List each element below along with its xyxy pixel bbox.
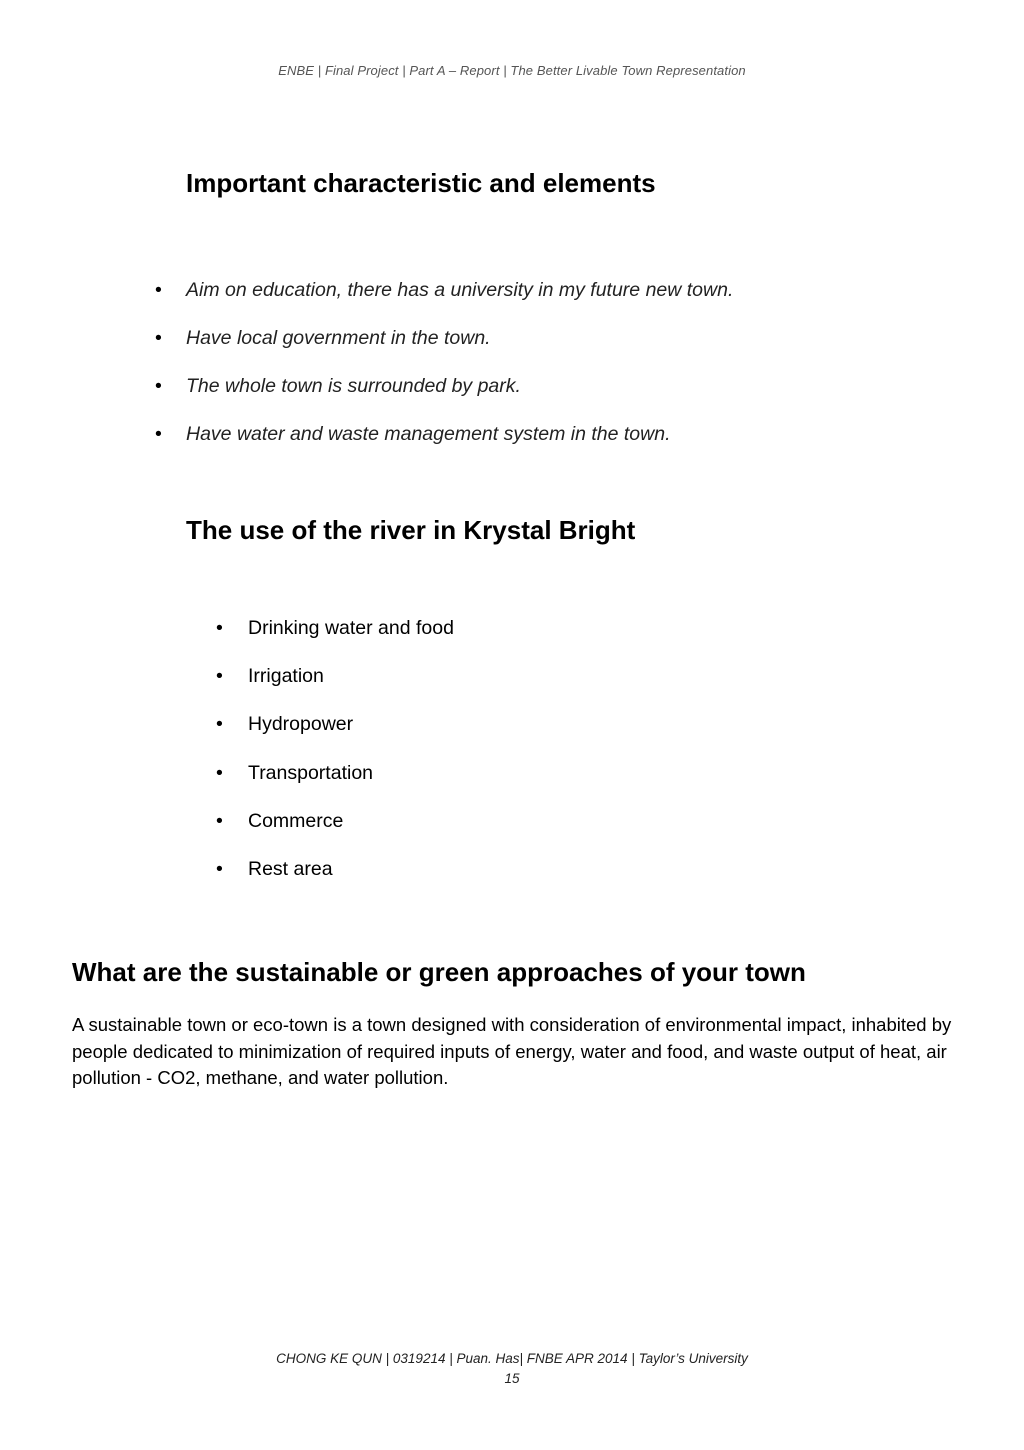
list-item	[216, 614, 454, 662]
bullet-icon: •	[216, 857, 223, 880]
page-footer	[0, 1349, 1024, 1389]
list-item	[216, 662, 454, 710]
list-item-text: The whole town is surrounded by park.	[186, 375, 521, 397]
list-item	[216, 807, 454, 855]
list-item	[155, 324, 733, 372]
list-item-text: Irrigation	[248, 665, 324, 688]
list-item	[155, 372, 733, 420]
bullet-icon: •	[155, 375, 162, 397]
bullet-icon: •	[216, 713, 223, 736]
list-item-text: Hydropower	[248, 713, 354, 736]
bullet-icon: •	[216, 617, 223, 639]
page-header: ENBE | Final Project | Part A – Report | The Better Livable Town Representation	[278, 63, 746, 78]
bullet-icon: •	[155, 423, 162, 445]
bullet-icon: •	[155, 327, 162, 349]
list-item-text: Drinking water and food	[248, 617, 454, 639]
list-item-text: Commerce	[248, 809, 344, 832]
footer-line: CHONG KE QUN | 0319214 | Puan. Has| FNBE APR 2014 | Taylor’s University	[276, 1351, 748, 1366]
bullet-icon: •	[155, 279, 162, 301]
list-item	[216, 855, 454, 903]
sustainable-paragraph: A sustainable town or eco-town is a town designed with consideration of environmental impact, inhabited by people dedicated to minimization of required inputs of energy, water and food, and waste output of heat, air pollution - CO2, methane, and water pollution.	[72, 1014, 952, 1088]
list-item	[216, 759, 454, 807]
list-item	[155, 420, 733, 468]
heading-sustainable: What are the sustainable or green approaches of your town	[72, 957, 806, 987]
list-item-text: Have water and waste management system in the town.	[186, 423, 671, 445]
river-use-list	[216, 614, 454, 903]
list-item-text: Aim on education, there has a university in my future new town.	[186, 279, 734, 301]
heading-characteristics: Important characteristic and elements	[186, 168, 656, 198]
list-item	[155, 276, 733, 324]
list-item-text: Transportation	[248, 761, 374, 784]
bullet-icon: •	[216, 761, 223, 784]
page-number: 15	[504, 1371, 520, 1386]
list-item-text: Rest area	[248, 857, 333, 880]
list-item	[216, 710, 454, 758]
heading-river-use: The use of the river in Krystal Bright	[186, 515, 636, 545]
bullet-icon: •	[216, 665, 223, 688]
list-item-text: Have local government in the town.	[186, 327, 491, 349]
bullet-icon: •	[216, 809, 223, 832]
characteristics-list	[155, 276, 733, 468]
